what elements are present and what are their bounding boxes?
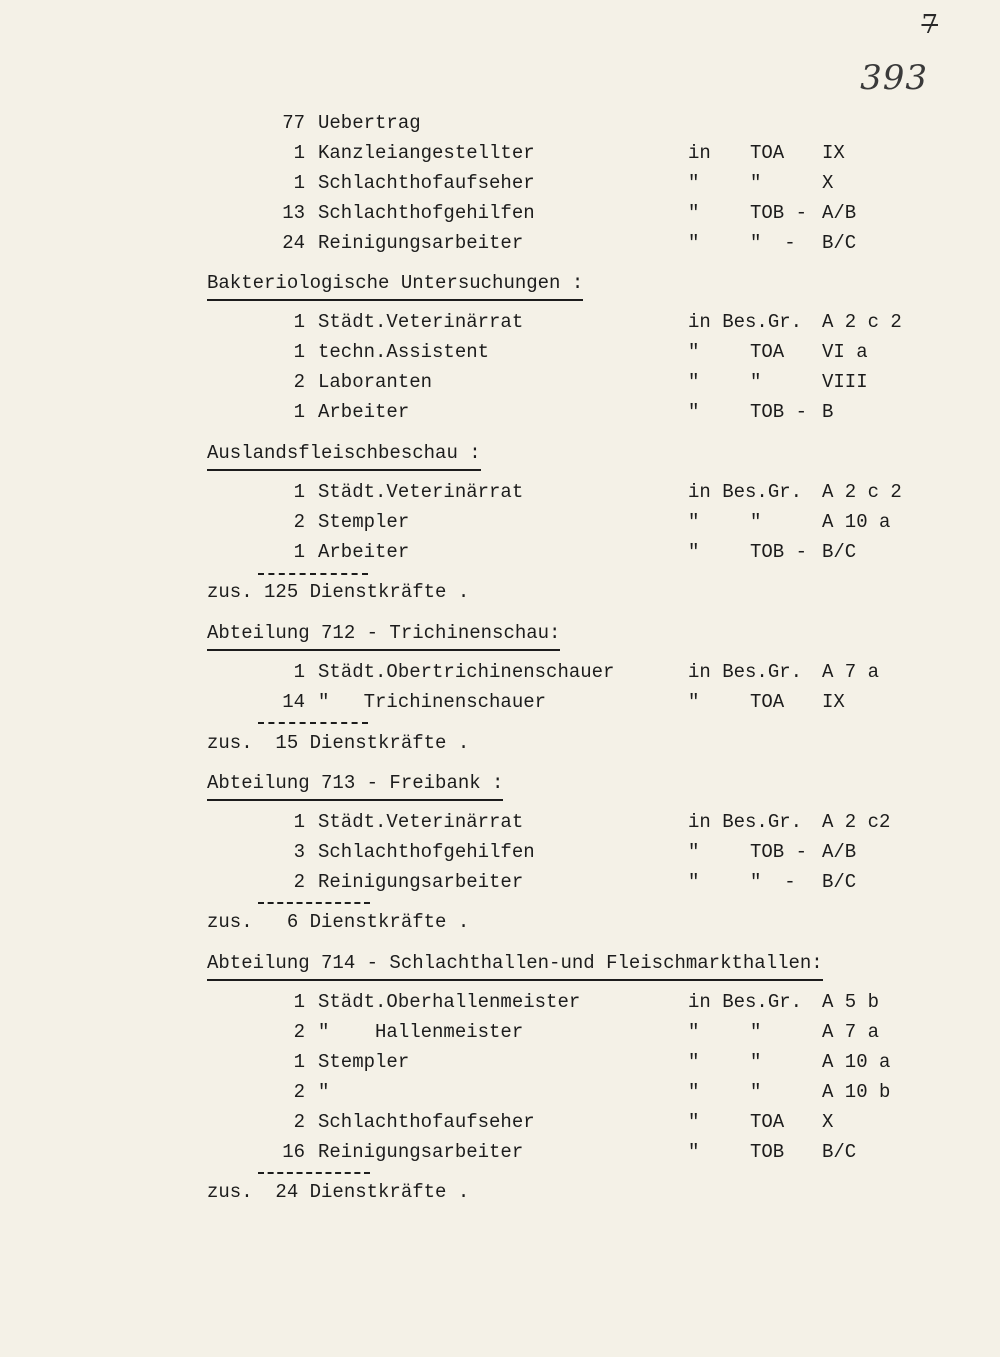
staff-count: 2 xyxy=(293,1081,305,1103)
list-item xyxy=(0,867,1000,897)
list-item xyxy=(0,1077,1000,1107)
position-title: Kanzleiangestellter xyxy=(318,142,535,164)
page-number: 393 xyxy=(860,58,928,98)
pay-scale-prefix: " xyxy=(688,1021,700,1043)
pay-grade: B/C xyxy=(822,871,857,893)
position-title: Städt.Veterinärrat xyxy=(318,481,524,503)
pay-grade: IX xyxy=(822,691,845,713)
pay-scale-prefix: " xyxy=(688,1111,700,1133)
section-heading-abteilung-714: Abteilung 714 - Schlachthallen-und Fleischmarkthallen: xyxy=(207,948,823,981)
position-title: Reinigungsarbeiter xyxy=(318,1141,524,1163)
staff-count: 13 xyxy=(282,202,305,224)
sum-divider xyxy=(258,1172,370,1174)
pay-scale-table: " xyxy=(750,1081,762,1103)
position-title: Uebertrag xyxy=(318,112,421,134)
pay-scale-prefix: " xyxy=(688,1141,700,1163)
position-title: Reinigungsarbeiter xyxy=(318,871,524,893)
staff-count: 1 xyxy=(293,311,305,333)
staff-count: 2 xyxy=(293,371,305,393)
staff-count: 2 xyxy=(293,1111,305,1133)
pay-scale-table: TOA xyxy=(750,691,785,713)
list-item xyxy=(0,367,1000,397)
list-item xyxy=(0,1137,1000,1167)
staff-count: 1 xyxy=(293,142,305,164)
pay-scale-prefix: in Bes.Gr. xyxy=(688,311,803,333)
pay-scale-prefix: " xyxy=(688,1051,700,1073)
list-item xyxy=(0,1107,1000,1137)
pay-scale-table: TOB - xyxy=(750,541,808,563)
list-item xyxy=(0,687,1000,717)
pay-scale-table: " xyxy=(750,511,762,533)
pay-scale-prefix: in Bes.Gr. xyxy=(688,661,803,683)
page-mark-struck: 7 xyxy=(921,10,938,40)
section-heading-bakteriologische: Bakteriologische Untersuchungen : xyxy=(207,268,583,301)
pay-grade: B/C xyxy=(822,232,857,254)
list-item xyxy=(0,168,1000,198)
list-item xyxy=(0,337,1000,367)
position-title: Stempler xyxy=(318,511,410,533)
section-heading-abteilung-712: Abteilung 712 - Trichinenschau: xyxy=(207,618,560,651)
position-title: Arbeiter xyxy=(318,541,410,563)
pay-scale-table: " - xyxy=(750,871,796,893)
pay-scale-table: TOA xyxy=(750,341,785,363)
staff-count: 14 xyxy=(282,691,305,713)
pay-grade: VI a xyxy=(822,341,868,363)
list-item xyxy=(0,108,1000,138)
section-heading-auslandsfleischbeschau: Auslandsfleischbeschau : xyxy=(207,438,481,471)
position-title: Reinigungsarbeiter xyxy=(318,232,524,254)
pay-scale-prefix: " xyxy=(688,401,700,423)
pay-scale-prefix: in Bes.Gr. xyxy=(688,991,803,1013)
pay-grade: A 2 c 2 xyxy=(822,481,902,503)
pay-scale-table: TOA xyxy=(750,1111,785,1133)
pay-grade: A/B xyxy=(822,202,857,224)
section-total: zus. 6 Dienstkräfte . xyxy=(207,911,470,933)
position-title: " Hallenmeister xyxy=(318,1021,524,1043)
pay-grade: A 10 a xyxy=(822,1051,891,1073)
position-title: " xyxy=(318,1081,330,1103)
list-item xyxy=(0,537,1000,567)
list-item xyxy=(0,837,1000,867)
position-title: Schlachthofaufseher xyxy=(318,1111,535,1133)
pay-scale-table: " xyxy=(750,1051,762,1073)
list-item xyxy=(0,657,1000,687)
position-title: " Trichinenschauer xyxy=(318,691,547,713)
position-title: techn.Assistent xyxy=(318,341,490,363)
sum-divider xyxy=(258,573,368,575)
section-heading-abteilung-713: Abteilung 713 - Freibank : xyxy=(207,768,503,801)
pay-scale-prefix: " xyxy=(688,511,700,533)
list-item xyxy=(0,1047,1000,1077)
pay-scale-prefix: in xyxy=(688,142,711,164)
pay-grade: A 7 a xyxy=(822,661,880,683)
position-title: Laboranten xyxy=(318,371,433,393)
staff-count: 1 xyxy=(293,341,305,363)
pay-scale-table: TOB xyxy=(750,1141,785,1163)
staff-count: 3 xyxy=(293,841,305,863)
list-item xyxy=(0,507,1000,537)
pay-scale-prefix: in Bes.Gr. xyxy=(688,481,803,503)
staff-count: 1 xyxy=(293,541,305,563)
pay-scale-prefix: " xyxy=(688,841,700,863)
pay-grade: B/C xyxy=(822,541,857,563)
pay-scale-table: " xyxy=(750,172,762,194)
position-title: Schlachthofaufseher xyxy=(318,172,535,194)
section-total: zus. 125 Dienstkräfte . xyxy=(207,581,470,603)
position-title: Städt.Obertrichinenschauer xyxy=(318,661,615,683)
pay-scale-table: " xyxy=(750,371,762,393)
pay-scale-prefix: " xyxy=(688,232,700,254)
pay-grade: B/C xyxy=(822,1141,857,1163)
pay-scale-table: TOB - xyxy=(750,841,808,863)
staff-count: 77 xyxy=(282,112,305,134)
pay-grade: B xyxy=(822,401,834,423)
position-title: Städt.Oberhallenmeister xyxy=(318,991,581,1013)
staff-count: 1 xyxy=(293,661,305,683)
list-item xyxy=(0,307,1000,337)
list-item xyxy=(0,807,1000,837)
staff-count: 1 xyxy=(293,172,305,194)
section-total: zus. 15 Dienstkräfte . xyxy=(207,732,470,754)
pay-scale-prefix: " xyxy=(688,341,700,363)
pay-grade: VIII xyxy=(822,371,868,393)
sum-divider xyxy=(258,722,368,724)
staff-count: 2 xyxy=(293,1021,305,1043)
pay-grade: IX xyxy=(822,142,845,164)
sum-divider xyxy=(258,902,370,904)
pay-grade: A 10 b xyxy=(822,1081,891,1103)
pay-grade: A 7 a xyxy=(822,1021,880,1043)
pay-grade: A 10 a xyxy=(822,511,891,533)
staff-count: 1 xyxy=(293,811,305,833)
pay-scale-table: TOB - xyxy=(750,202,808,224)
position-title: Städt.Veterinärrat xyxy=(318,811,524,833)
section-total: zus. 24 Dienstkräfte . xyxy=(207,1181,470,1203)
pay-grade: X xyxy=(822,1111,834,1133)
pay-scale-table: TOA xyxy=(750,142,785,164)
list-item xyxy=(0,1017,1000,1047)
position-title: Städt.Veterinärrat xyxy=(318,311,524,333)
staff-count: 1 xyxy=(293,1051,305,1073)
pay-scale-prefix: " xyxy=(688,1081,700,1103)
pay-scale-prefix: " xyxy=(688,691,700,713)
pay-scale-prefix: in Bes.Gr. xyxy=(688,811,803,833)
staff-count: 2 xyxy=(293,511,305,533)
position-title: Schlachthofgehilfen xyxy=(318,202,535,224)
position-title: Arbeiter xyxy=(318,401,410,423)
pay-scale-prefix: " xyxy=(688,172,700,194)
pay-scale-prefix: " xyxy=(688,371,700,393)
pay-grade: X xyxy=(822,172,834,194)
pay-grade: A/B xyxy=(822,841,857,863)
list-item xyxy=(0,987,1000,1017)
pay-scale-table: " - xyxy=(750,232,796,254)
staff-count: 2 xyxy=(293,871,305,893)
pay-scale-prefix: " xyxy=(688,541,700,563)
pay-scale-table: TOB - xyxy=(750,401,808,423)
pay-grade: A 5 b xyxy=(822,991,880,1013)
list-item xyxy=(0,198,1000,228)
list-item xyxy=(0,477,1000,507)
list-item xyxy=(0,138,1000,168)
staff-count: 24 xyxy=(282,232,305,254)
pay-scale-prefix: " xyxy=(688,202,700,224)
staff-count: 1 xyxy=(293,481,305,503)
position-title: Stempler xyxy=(318,1051,410,1073)
staff-count: 1 xyxy=(293,401,305,423)
pay-scale-table: " xyxy=(750,1021,762,1043)
pay-grade: A 2 c2 xyxy=(822,811,891,833)
position-title: Schlachthofgehilfen xyxy=(318,841,535,863)
list-item xyxy=(0,397,1000,427)
staff-count: 1 xyxy=(293,991,305,1013)
list-item xyxy=(0,228,1000,258)
staff-count: 16 xyxy=(282,1141,305,1163)
pay-scale-prefix: " xyxy=(688,871,700,893)
pay-grade: A 2 c 2 xyxy=(822,311,902,333)
